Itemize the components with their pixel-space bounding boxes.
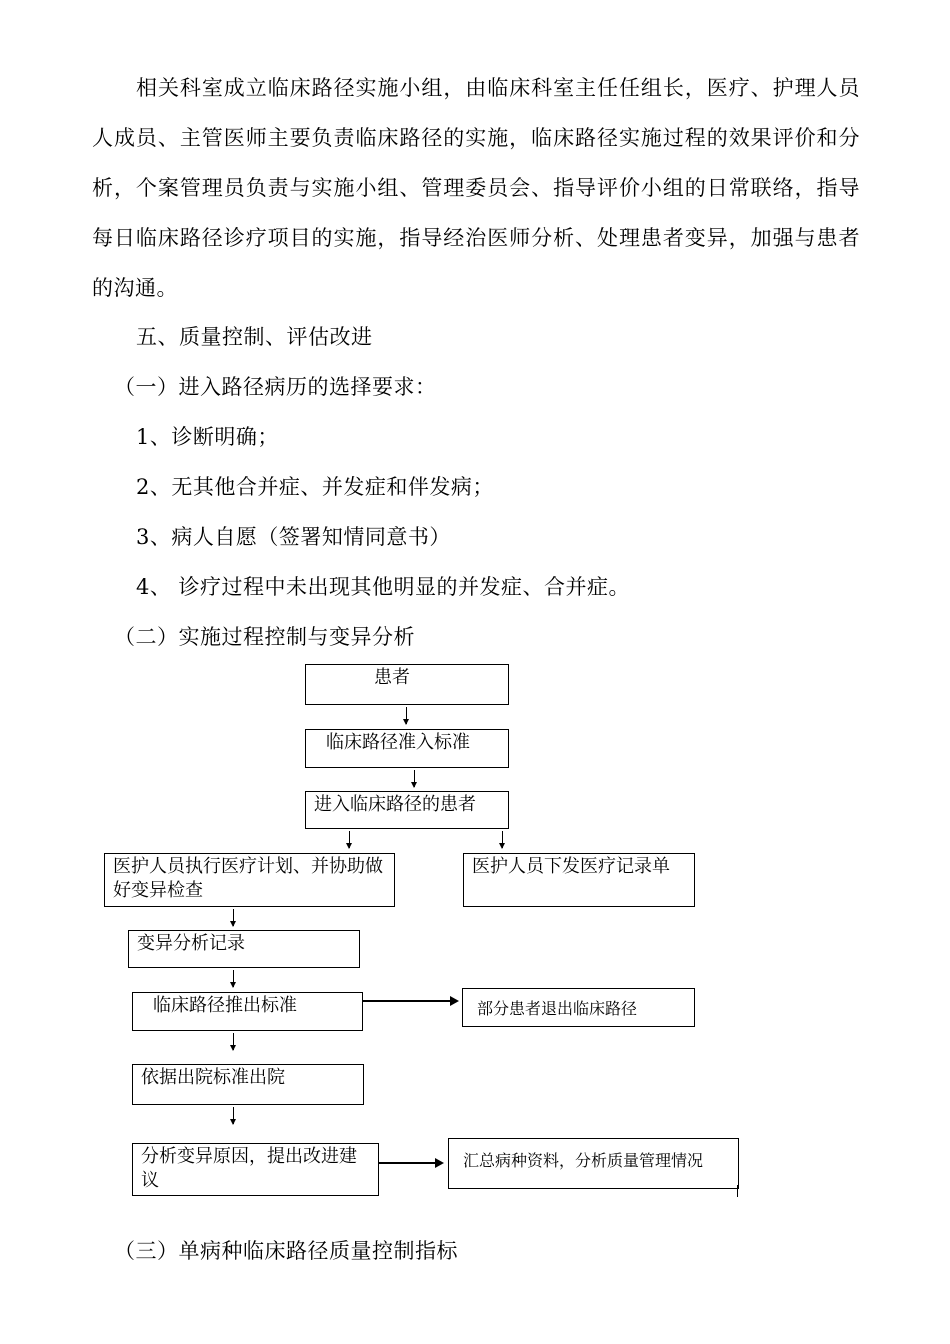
box-summarize-edge-mark	[737, 1185, 738, 1197]
arrow-enrolled-to-issue	[502, 831, 503, 848]
arrow-discharge-to-analyze	[233, 1107, 234, 1124]
box-execute-plan: 医护人员执行医疗计划、并协助做好变异检查	[104, 853, 395, 907]
arrow-execute-to-variance	[233, 909, 234, 926]
box-discharge: 依据出院标准出院	[132, 1064, 364, 1105]
requirement-2: 2、无其他合并症、并发症和伴发病；	[136, 475, 494, 499]
arrow-patient-to-criteria	[406, 707, 407, 724]
subsection-one-heading: （一）进入路径病历的选择要求：	[114, 375, 437, 399]
box-variance-record: 变异分析记录	[128, 930, 360, 968]
intro-paragraph: 相关科室成立临床路径实施小组，由临床科室主任任组长，医疗、护理人员人成员、主管医师主要负责临床路径的实施，临床路径实施过程的效果评价和分析，个案管理员负责与实施小组、管理委员会、指导评价小组的日常联络，指导每日临床路径诊疗项目的实施，指导经治医师分析、处理患者变异，加强与患者的沟通。	[92, 76, 860, 300]
requirement-4: 4、 诊疗过程中未出现其他明显的并发症、合并症。	[136, 575, 631, 599]
subsection-two-heading: （二）实施过程控制与变异分析	[114, 625, 415, 649]
box-summarize: 汇总病种资料，分析质量管理情况	[448, 1138, 739, 1189]
arrow-criteria-to-enrolled	[414, 770, 415, 787]
box-exit-criteria: 临床路径推出标准	[132, 992, 363, 1031]
arrow-enrolled-to-execute	[349, 831, 350, 848]
requirement-1: 1、诊断明确；	[136, 425, 279, 449]
box-partial-exit: 部分患者退出临床路径	[462, 988, 695, 1027]
requirement-3: 3、病人自愿（签署知情同意书）	[136, 525, 451, 549]
box-analyze-causes: 分析变异原因，提出改进建议	[132, 1143, 379, 1196]
subsection-three-heading: （三）单病种临床路径质量控制指标	[114, 1239, 458, 1263]
box-enrolled-patients: 进入临床路径的患者	[305, 791, 509, 829]
box-issue-record: 医护人员下发医疗记录单	[463, 853, 695, 907]
arrow-exit-to-partial	[363, 1000, 457, 1002]
section-five-heading: 五、质量控制、评估改进	[136, 325, 373, 349]
box-admission-criteria: 临床路径准入标准	[305, 729, 509, 768]
arrow-analyze-to-summarize	[379, 1162, 442, 1164]
arrow-variance-to-exit	[233, 970, 234, 987]
arrow-exit-to-discharge	[233, 1033, 234, 1050]
box-patient: 患者	[305, 664, 509, 705]
